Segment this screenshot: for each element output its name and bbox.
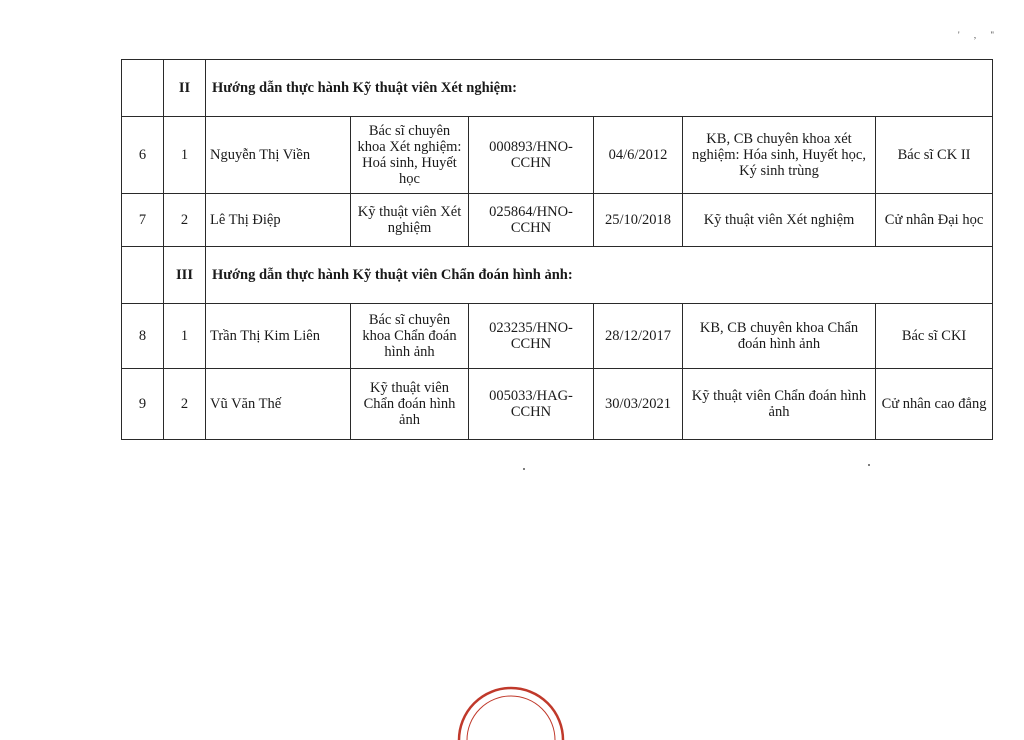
date-cell: 04/6/2012: [594, 117, 683, 194]
stt-cell: 7: [122, 194, 164, 247]
name-cell: Lê Thị Điệp: [206, 194, 351, 247]
position-cell: Kỹ thuật viên Chẩn đoán hình ảnh: [351, 369, 469, 440]
stamp-inner-ring: [467, 696, 555, 740]
index-cell: 2: [164, 369, 206, 440]
name-cell: Nguyễn Thị Viền: [206, 117, 351, 194]
scope-cell: Kỹ thuật viên Xét nghiệm: [683, 194, 876, 247]
red-seal-stamp: [456, 680, 566, 740]
table-row: [122, 304, 993, 369]
table-row: [122, 194, 993, 247]
degree-cell: Cử nhân cao đẳng: [876, 369, 993, 440]
scope-cell: KB, CB chuyên khoa Chẩn đoán hình ảnh: [683, 304, 876, 369]
certificate-cell: 025864/HNO-CCHN: [469, 194, 594, 247]
certificate-cell: 023235/HNO-CCHN: [469, 304, 594, 369]
position-cell: Kỹ thuật viên Xét nghiệm: [351, 194, 469, 247]
degree-cell: Bác sĩ CK II: [876, 117, 993, 194]
position-cell: Bác sĩ chuyên khoa Chẩn đoán hình ảnh: [351, 304, 469, 369]
scope-cell: Kỹ thuật viên Chẩn đoán hình ảnh: [683, 369, 876, 440]
date-cell: 30/03/2021: [594, 369, 683, 440]
scope-cell: KB, CB chuyên khoa xét nghiệm: Hóa sinh, Huyết học, Ký sinh trùng: [683, 117, 876, 194]
name-cell: Vũ Văn Thế: [206, 369, 351, 440]
certificate-cell: 000893/HNO-CCHN: [469, 117, 594, 194]
degree-cell: Bác sĩ CKI: [876, 304, 993, 369]
section-header-row: [122, 247, 993, 304]
date-cell: 28/12/2017: [594, 304, 683, 369]
index-cell: 1: [164, 117, 206, 194]
section-stt-cell: [122, 60, 164, 117]
index-cell: 2: [164, 194, 206, 247]
section-title: Hướng dẫn thực hành Kỹ thuật viên Chẩn đoán hình ảnh:: [206, 247, 993, 304]
index-cell: 1: [164, 304, 206, 369]
section-title: Hướng dẫn thực hành Kỹ thuật viên Xét nghiệm:: [206, 60, 993, 117]
section-stt-cell: [122, 247, 164, 304]
staff-table: [121, 59, 993, 440]
name-cell: Trần Thị Kim Liên: [206, 304, 351, 369]
scan-speck: [868, 464, 870, 466]
table-row: [122, 117, 993, 194]
section-header-row: [122, 60, 993, 117]
degree-cell: Cử nhân Đại học: [876, 194, 993, 247]
section-roman-numeral: III: [164, 247, 206, 304]
stt-cell: 9: [122, 369, 164, 440]
stt-cell: 6: [122, 117, 164, 194]
scan-speck: [523, 468, 525, 470]
stt-cell: 8: [122, 304, 164, 369]
section-roman-numeral: II: [164, 60, 206, 117]
position-cell: Bác sĩ chuyên khoa Xét nghiệm: Hoá sinh, Huyết học: [351, 117, 469, 194]
certificate-cell: 005033/HAG-CCHN: [469, 369, 594, 440]
table-row: [122, 369, 993, 440]
date-cell: 25/10/2018: [594, 194, 683, 247]
page-corner-marks: ' , ": [958, 30, 1001, 40]
